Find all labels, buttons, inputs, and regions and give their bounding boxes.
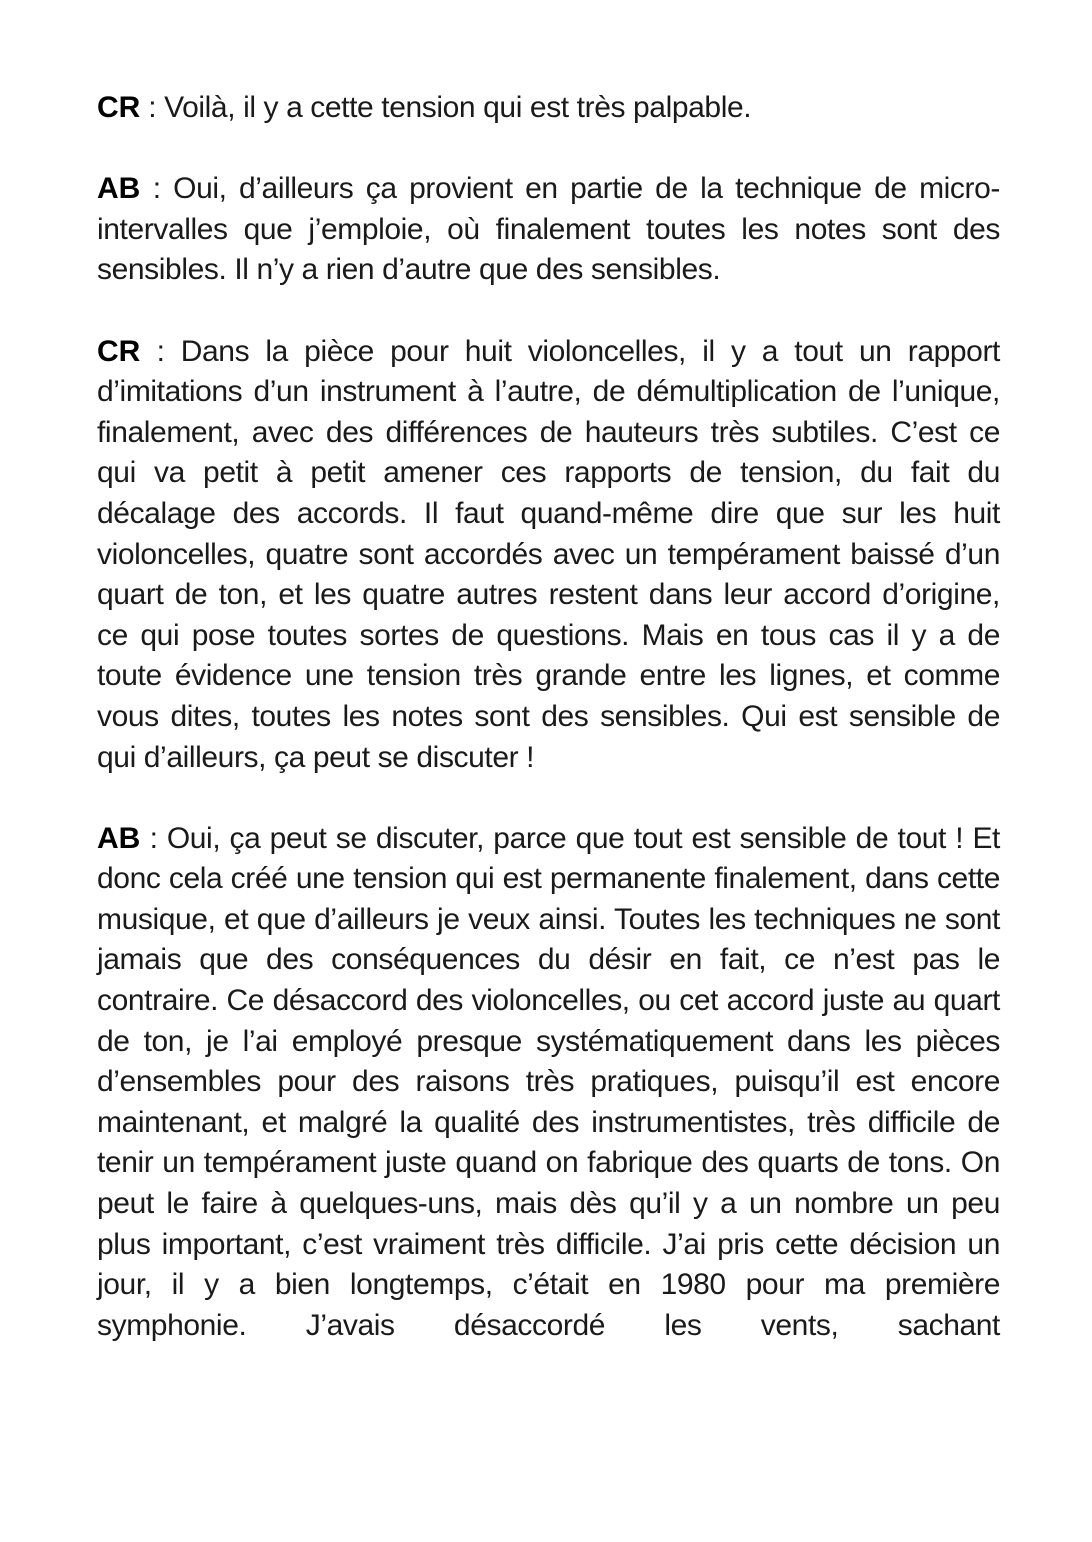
- document-page: [97, 88, 1000, 1387]
- interview-paragraph-3: [97, 332, 1000, 779]
- speaker-separator: :: [140, 91, 165, 124]
- speaker-separator: :: [140, 821, 167, 855]
- interview-paragraph-4: [97, 819, 1000, 1347]
- paragraph-text: Dans la pièce pour huit violoncelles, il y a tout un rapport d’imitations d’un instrument à l’autre, de démultiplication de l’unique, finalement, avec des différences de hauteurs très subtiles. C’est ce qui va petit à petit amener ces rapports de tension, du fait du décalage des accords. Il faut quand-même dire que sur les huit violoncelles, quatre sont accordés avec un tempérament baissé d’un quart de ton, et les quatre autres restent dans leur accord d’origine, ce qui pose toutes sortes de questions. Mais en tous cas il y a de toute évidence une tension très grande entre les lignes, et comme vous dites, toutes les notes sont des sensibles. Qui est sensible de qui d’ailleurs, ça peut se discuter !: [97, 334, 1000, 774]
- speaker-label: AB: [97, 172, 141, 206]
- paragraph-text: Oui, d’ailleurs ça provient en partie de la technique de micro-intervalles que j’emploie, où finalement toutes les notes sont des sensibles. Il n’y a rien d’autre que des sensibles.: [97, 172, 1000, 287]
- paragraph-text: Oui, ça peut se discuter, parce que tout est sensible de tout ! Et donc cela créé une tension qui est permanente finalement, dans cette musique, et que d’ailleurs je veux ainsi. Toutes les techniques ne sont jamais que des conséquences du désir en fait, ce n’est pas le contraire. Ce désaccord des violoncelles, ou cet accord juste au quart de ton, je l’ai employé presque systématiquement dans les pièces d’ensembles pour des raisons très pratiques, puisqu’il est encore maintenant, et malgré la qualité des instrumentistes, très difficile de tenir un tempérament juste quand on fabrique des quarts de tons. On peut le faire à quelques-uns, mais dès qu’il y a un nombre un peu plus important, c’est vraiment très difficile. J’ai pris cette décision un jour, il y a bien longtemps, c’était en 1980 pour ma première symphonie. J’avais désaccordé les vents, sachant: [97, 821, 1000, 1342]
- speaker-label: CR: [97, 91, 141, 124]
- interview-paragraph-1: [97, 88, 1000, 129]
- paragraph-text: Voilà, il y a cette tension qui est très palpable.: [164, 91, 752, 124]
- interview-paragraph-2: [97, 169, 1000, 291]
- speaker-label: AB: [97, 821, 141, 855]
- speaker-separator: :: [140, 334, 181, 368]
- speaker-separator: :: [140, 172, 174, 206]
- speaker-label: CR: [97, 334, 141, 368]
